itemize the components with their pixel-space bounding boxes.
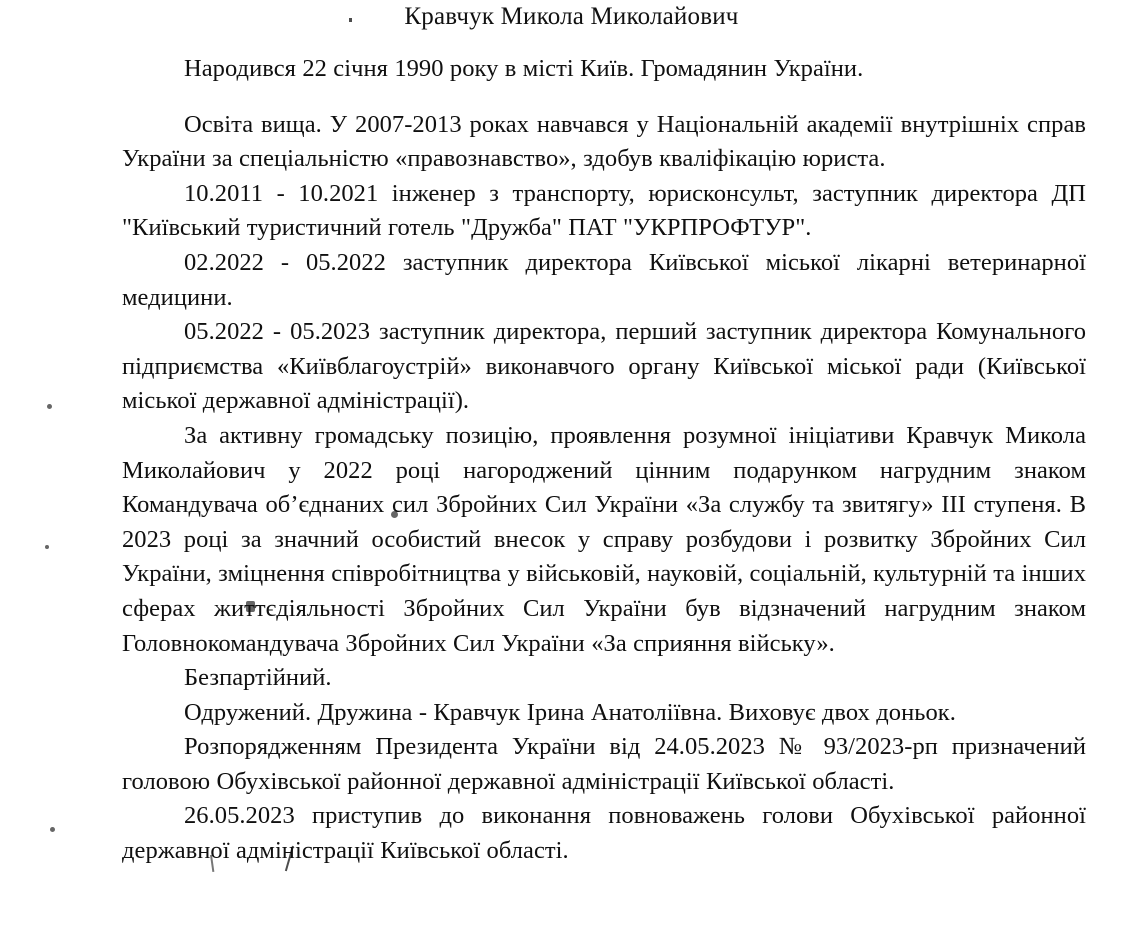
paragraph-party-status: Безпартійний. [184, 664, 332, 692]
paragraph-career-2022-2023: 05.2022 - 05.2023 заступник директора, перший заступник директора Комунального підприємства «Київблагоустрій» виконавчого органу Київської міської ради (Київської міської державної адміністрації). [122, 318, 1086, 415]
scan-artifact-speck [47, 404, 52, 409]
paragraph-family: Одружений. Дружина - Кравчук Ірина Анатоліївна. Виховує двох доньок. [184, 698, 956, 726]
paragraph-start-date: 26.05.2023 приступив до виконання повноважень голови Обухівської районної державної адміністрації Київської області. [122, 802, 1086, 865]
paragraph-birth: Народився 22 січня 1990 року в місті Київ. Громадянин України. [184, 55, 864, 82]
paragraph-education: Освіта вища. У 2007-2013 роках навчався у Національній академії внутрішніх справ України за спеціальністю «правознавство», здобув кваліфікацію юриста. [122, 110, 1086, 173]
paragraph-awards: За активну громадську позицію, проявлення розумної ініціативи Кравчук Микола Миколайович у 2022 році нагороджений цінним подарунком нагрудним знаком Командувача об’єднаних сил Збройних Сил України «За службу та звитягу» III ступеня. В 2023 році за значний особистий внесок у справу розбудови і розвитку Збройних Сил України, зміцнення співробітництва у військовій, науковій, соціальній, культурній та інших сферах життєдіяльності Збройних Сил України був відзначений нагрудним знаком Головнокомандувача Збройних Сил України «За сприяння війську». [122, 421, 1086, 657]
paragraph-appointment: Розпорядженням Президента України від 24.05.2023 № 93/2023-рп призначений головою Обухівської районної державної адміністрації Київської області. [122, 733, 1086, 795]
paragraph-career-2011: 10.2011 - 10.2021 інженер з транспорту, юрисконсульт, заступник директора ДП "Київський туристичний готель "Дружба" ПАТ "УКРПРОФТУР". [122, 179, 1086, 242]
page-title: Кравчук Микола Миколайович [404, 3, 739, 30]
paragraph-career-2022: 02.2022 - 05.2022 заступник директора Київської міської лікарні ветеринарної медицини. [122, 248, 1086, 311]
scan-artifact-speck [45, 545, 49, 549]
scan-artifact-speck [349, 18, 352, 22]
scan-artifact-speck [50, 827, 55, 832]
document-body [122, 52, 1086, 869]
